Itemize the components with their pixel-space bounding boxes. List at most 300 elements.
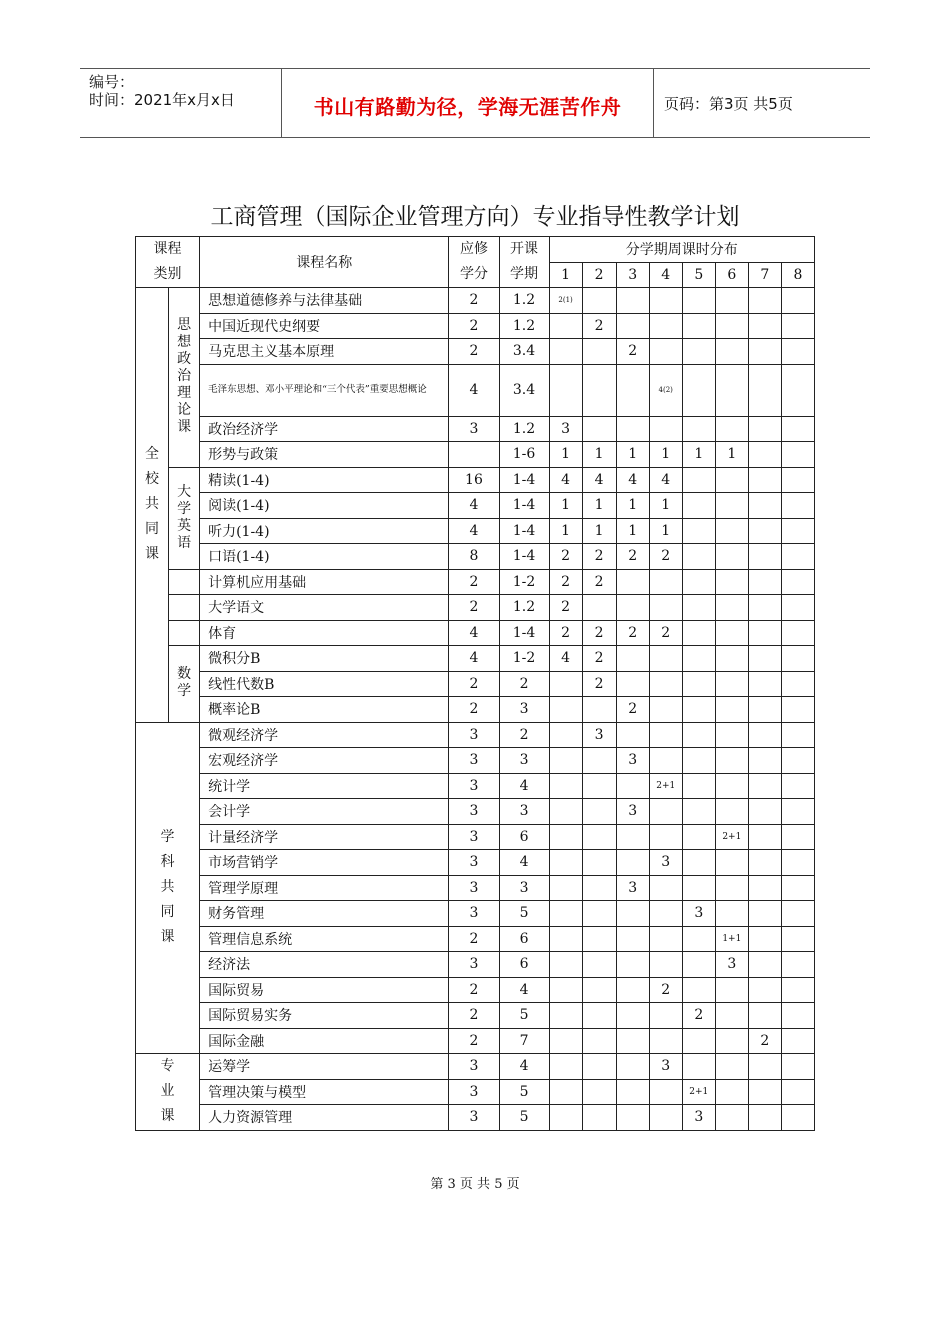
course-start-term: 1.2 — [499, 288, 549, 314]
group-blank — [169, 569, 200, 595]
hours-term-4: 1 — [649, 442, 682, 468]
course-credit: 2 — [449, 1003, 499, 1029]
hours-term-7 — [748, 901, 781, 927]
hours-term-4 — [649, 799, 682, 825]
course-row — [136, 722, 815, 748]
hours-term-6 — [715, 620, 748, 646]
hours-term-2: 2 — [582, 646, 616, 672]
hours-term-2 — [582, 1079, 616, 1105]
course-start-term: 3 — [499, 799, 549, 825]
hours-term-2: 2 — [582, 620, 616, 646]
group-school-common: 全校共同课 — [136, 288, 169, 723]
hours-term-8 — [781, 722, 814, 748]
hours-term-5 — [682, 1028, 715, 1054]
hours-term-3: 3 — [616, 799, 649, 825]
hours-term-1 — [549, 926, 582, 952]
hours-term-7 — [748, 977, 781, 1003]
hours-term-3 — [616, 1028, 649, 1054]
hours-term-5 — [682, 544, 715, 570]
hours-term-5: 3 — [682, 1105, 715, 1131]
hours-term-7 — [748, 952, 781, 978]
course-start-term: 1-2 — [499, 569, 549, 595]
motto-text: 书山有路勤为径，学海无涯苦作舟 — [313, 95, 622, 119]
hours-term-1 — [549, 773, 582, 799]
hours-term-8 — [781, 1028, 814, 1054]
hours-term-6 — [715, 671, 748, 697]
hours-term-6: 2+1 — [715, 824, 748, 850]
hours-term-4 — [649, 569, 682, 595]
course-credit: 3 — [449, 1079, 499, 1105]
hours-term-5 — [682, 595, 715, 621]
hours-term-8 — [781, 850, 814, 876]
group-discipline-common: 学科共同课 — [136, 722, 200, 1054]
course-credit: 4 — [449, 493, 499, 519]
course-credit: 2 — [449, 671, 499, 697]
course-name: 市场营销学 — [200, 850, 449, 876]
hours-term-8 — [781, 416, 814, 442]
course-start-term: 3.4 — [499, 364, 549, 416]
course-credit: 2 — [449, 595, 499, 621]
course-row — [136, 1079, 815, 1105]
hours-term-8 — [781, 339, 814, 365]
hours-term-4 — [649, 926, 682, 952]
course-credit: 3 — [449, 773, 499, 799]
hours-term-8 — [781, 697, 814, 723]
hours-term-3 — [616, 1054, 649, 1080]
hours-term-3 — [616, 1079, 649, 1105]
hours-term-1 — [549, 824, 582, 850]
course-name: 会计学 — [200, 799, 449, 825]
hours-term-4 — [649, 748, 682, 774]
hours-term-5 — [682, 364, 715, 416]
hours-term-4: 2+1 — [649, 773, 682, 799]
hours-term-1 — [549, 313, 582, 339]
hours-term-5 — [682, 952, 715, 978]
course-start-term: 3 — [499, 697, 549, 723]
hours-term-8 — [781, 1003, 814, 1029]
hours-term-7 — [748, 926, 781, 952]
hours-term-7 — [748, 824, 781, 850]
hours-term-5 — [682, 926, 715, 952]
hours-term-6 — [715, 875, 748, 901]
hours-term-1 — [549, 1003, 582, 1029]
course-name: 微观经济学 — [200, 722, 449, 748]
hours-term-3 — [616, 313, 649, 339]
course-credit: 2 — [449, 1028, 499, 1054]
course-start-term: 6 — [499, 926, 549, 952]
hours-term-2 — [582, 416, 616, 442]
course-row — [136, 544, 815, 570]
hours-term-3: 2 — [616, 697, 649, 723]
hours-term-3 — [616, 722, 649, 748]
hours-term-6 — [715, 722, 748, 748]
hours-term-1 — [549, 748, 582, 774]
course-credit: 2 — [449, 288, 499, 314]
hours-term-3: 2 — [616, 544, 649, 570]
hours-term-6 — [715, 493, 748, 519]
hours-term-2 — [582, 799, 616, 825]
hours-term-4 — [649, 697, 682, 723]
hours-term-5 — [682, 722, 715, 748]
hours-term-1: 1 — [549, 442, 582, 468]
hours-term-8 — [781, 569, 814, 595]
course-start-term: 3.4 — [499, 339, 549, 365]
hours-term-2 — [582, 1003, 616, 1029]
hours-term-2 — [582, 926, 616, 952]
hours-term-2 — [582, 1054, 616, 1080]
hours-term-6 — [715, 850, 748, 876]
course-name: 计算机应用基础 — [200, 569, 449, 595]
hours-term-6 — [715, 467, 748, 493]
hours-term-6 — [715, 339, 748, 365]
course-row — [136, 748, 815, 774]
hours-term-7 — [748, 288, 781, 314]
header-credits: 应修学分 — [449, 237, 499, 288]
hours-term-3: 4 — [616, 467, 649, 493]
course-credit: 2 — [449, 339, 499, 365]
course-name: 中国近现代史纲要 — [200, 313, 449, 339]
header-distribution: 分学期周课时分布 — [549, 237, 814, 263]
hours-term-5: 1 — [682, 442, 715, 468]
course-name: 精读(1-4) — [200, 467, 449, 493]
course-row — [136, 467, 815, 493]
course-name: 微积分B — [200, 646, 449, 672]
page-footer: 第 3 页 共 5 页 — [430, 1177, 520, 1192]
hours-term-1: 2 — [549, 595, 582, 621]
course-start-term: 3 — [499, 748, 549, 774]
course-start-term: 4 — [499, 773, 549, 799]
course-name: 宏观经济学 — [200, 748, 449, 774]
hours-term-6 — [715, 697, 748, 723]
course-name: 财务管理 — [200, 901, 449, 927]
hours-term-5 — [682, 875, 715, 901]
hours-term-6: 3 — [715, 952, 748, 978]
hours-term-5 — [682, 748, 715, 774]
course-start-term: 5 — [499, 901, 549, 927]
hours-term-5 — [682, 288, 715, 314]
hours-term-3 — [616, 569, 649, 595]
hours-term-4 — [649, 339, 682, 365]
course-row — [136, 850, 815, 876]
teaching-plan-table — [135, 236, 815, 1131]
hours-term-1 — [549, 901, 582, 927]
hours-term-3: 2 — [616, 620, 649, 646]
hours-term-7 — [748, 722, 781, 748]
course-name: 大学语文 — [200, 595, 449, 621]
hours-term-5 — [682, 850, 715, 876]
course-name: 马克思主义基本原理 — [200, 339, 449, 365]
hours-term-1 — [549, 799, 582, 825]
course-name: 国际贸易实务 — [200, 1003, 449, 1029]
header-motto-cell — [282, 69, 654, 137]
hours-term-7: 2 — [748, 1028, 781, 1054]
course-start-term: 1-2 — [499, 646, 549, 672]
hours-term-7 — [748, 875, 781, 901]
hours-term-2 — [582, 850, 616, 876]
hours-term-4 — [649, 722, 682, 748]
hours-term-1 — [549, 722, 582, 748]
hours-term-6 — [715, 773, 748, 799]
hours-term-7 — [748, 1054, 781, 1080]
course-name: 管理决策与模型 — [200, 1079, 449, 1105]
course-row — [136, 824, 815, 850]
course-credit: 3 — [449, 824, 499, 850]
course-credit: 3 — [449, 901, 499, 927]
time-label: 时间：2021年x月x日 — [89, 91, 235, 109]
hours-term-5 — [682, 773, 715, 799]
course-row — [136, 1105, 815, 1131]
hours-term-1: 4 — [549, 467, 582, 493]
hours-term-1 — [549, 850, 582, 876]
hours-term-5 — [682, 518, 715, 544]
hours-term-5 — [682, 1054, 715, 1080]
course-credit: 3 — [449, 952, 499, 978]
hours-term-4 — [649, 313, 682, 339]
course-start-term: 6 — [499, 824, 549, 850]
course-name: 经济法 — [200, 952, 449, 978]
hours-term-1: 1 — [549, 493, 582, 519]
course-name: 形势与政策 — [200, 442, 449, 468]
course-row — [136, 773, 815, 799]
hours-term-7 — [748, 595, 781, 621]
hours-term-6: 1+1 — [715, 926, 748, 952]
hours-term-8 — [781, 952, 814, 978]
hours-term-8 — [781, 493, 814, 519]
course-start-term: 6 — [499, 952, 549, 978]
hours-term-4: 3 — [649, 1054, 682, 1080]
hours-term-1 — [549, 671, 582, 697]
course-credit: 2 — [449, 569, 499, 595]
hours-term-8 — [781, 875, 814, 901]
hours-term-2 — [582, 595, 616, 621]
course-row — [136, 926, 815, 952]
header-meta-cell — [80, 69, 282, 137]
hours-term-5 — [682, 416, 715, 442]
hours-term-2: 4 — [582, 467, 616, 493]
hours-term-1 — [549, 977, 582, 1003]
hours-term-8 — [781, 773, 814, 799]
course-start-term: 4 — [499, 1054, 549, 1080]
course-credit — [449, 442, 499, 468]
course-name: 统计学 — [200, 773, 449, 799]
course-start-term: 1-6 — [499, 442, 549, 468]
course-row — [136, 671, 815, 697]
hours-term-4 — [649, 1079, 682, 1105]
hours-term-2: 2 — [582, 544, 616, 570]
header-term-8: 8 — [781, 262, 814, 288]
course-row — [136, 1003, 815, 1029]
header-term-3: 3 — [616, 262, 649, 288]
hours-term-8 — [781, 926, 814, 952]
course-row — [136, 339, 815, 365]
course-credit: 16 — [449, 467, 499, 493]
hours-term-8 — [781, 467, 814, 493]
header-term-7: 7 — [748, 262, 781, 288]
hours-term-5 — [682, 467, 715, 493]
course-row — [136, 1028, 815, 1054]
course-credit: 3 — [449, 722, 499, 748]
hours-term-2 — [582, 364, 616, 416]
hours-term-3: 3 — [616, 875, 649, 901]
course-name: 口语(1-4) — [200, 544, 449, 570]
hours-term-2: 2 — [582, 313, 616, 339]
hours-term-4: 2 — [649, 620, 682, 646]
course-start-term: 4 — [499, 977, 549, 1003]
course-name: 概率论B — [200, 697, 449, 723]
course-row — [136, 977, 815, 1003]
hours-term-3 — [616, 901, 649, 927]
course-row — [136, 1054, 815, 1080]
hours-term-6 — [715, 518, 748, 544]
hours-term-5 — [682, 313, 715, 339]
header-start-term: 开课学期 — [499, 237, 549, 288]
hours-term-3 — [616, 595, 649, 621]
course-row — [136, 595, 815, 621]
course-start-term: 1-4 — [499, 467, 549, 493]
hours-term-3 — [616, 416, 649, 442]
hours-term-7 — [748, 467, 781, 493]
hours-term-2: 1 — [582, 493, 616, 519]
header-page-cell — [654, 69, 870, 137]
course-name: 国际金融 — [200, 1028, 449, 1054]
hours-term-1: 2 — [549, 569, 582, 595]
hours-term-4: 4(2) — [649, 364, 682, 416]
page-header — [80, 68, 870, 138]
hours-term-3 — [616, 646, 649, 672]
course-row — [136, 442, 815, 468]
hours-term-1: 1 — [549, 518, 582, 544]
hours-term-7 — [748, 1003, 781, 1029]
hours-term-3: 1 — [616, 442, 649, 468]
course-start-term: 7 — [499, 1028, 549, 1054]
hours-term-5 — [682, 697, 715, 723]
hours-term-4 — [649, 952, 682, 978]
hours-term-1 — [549, 364, 582, 416]
hours-term-4 — [649, 1003, 682, 1029]
hours-term-5 — [682, 671, 715, 697]
hours-term-4 — [649, 671, 682, 697]
course-row — [136, 569, 815, 595]
hours-term-3 — [616, 364, 649, 416]
hours-term-2 — [582, 748, 616, 774]
hours-term-2: 1 — [582, 442, 616, 468]
course-credit: 3 — [449, 416, 499, 442]
course-name: 政治经济学 — [200, 416, 449, 442]
hours-term-4: 1 — [649, 493, 682, 519]
hours-term-1 — [549, 697, 582, 723]
hours-term-8 — [781, 288, 814, 314]
course-row — [136, 288, 815, 314]
hours-term-2 — [582, 697, 616, 723]
course-row — [136, 493, 815, 519]
course-row — [136, 901, 815, 927]
hours-term-1 — [549, 1028, 582, 1054]
hours-term-4 — [649, 646, 682, 672]
hours-term-7 — [748, 646, 781, 672]
hours-term-4: 4 — [649, 467, 682, 493]
hours-term-1 — [549, 1079, 582, 1105]
hours-term-6 — [715, 1079, 748, 1105]
hours-term-1: 3 — [549, 416, 582, 442]
course-credit: 3 — [449, 1054, 499, 1080]
course-row — [136, 313, 815, 339]
header-term-2: 2 — [582, 262, 616, 288]
course-start-term: 1-4 — [499, 493, 549, 519]
course-row — [136, 875, 815, 901]
hours-term-7 — [748, 518, 781, 544]
hours-term-6 — [715, 748, 748, 774]
document-title: 工商管理（国际企业管理方向）专业指导性教学计划 — [210, 204, 740, 230]
course-row — [136, 416, 815, 442]
hours-term-5 — [682, 799, 715, 825]
hours-term-8 — [781, 518, 814, 544]
hours-term-6 — [715, 1028, 748, 1054]
hours-term-4 — [649, 288, 682, 314]
course-name: 线性代数B — [200, 671, 449, 697]
course-credit: 2 — [449, 926, 499, 952]
hours-term-5 — [682, 620, 715, 646]
hours-term-6: 1 — [715, 442, 748, 468]
hours-term-2 — [582, 1028, 616, 1054]
hours-term-4: 2 — [649, 977, 682, 1003]
hours-term-8 — [781, 364, 814, 416]
hours-term-4: 3 — [649, 850, 682, 876]
course-row — [136, 799, 815, 825]
course-credit: 3 — [449, 799, 499, 825]
hours-term-5: 3 — [682, 901, 715, 927]
header-term-1: 1 — [549, 262, 582, 288]
hours-term-7 — [748, 671, 781, 697]
course-start-term: 4 — [499, 850, 549, 876]
course-row — [136, 697, 815, 723]
hours-term-2 — [582, 952, 616, 978]
hours-term-8 — [781, 671, 814, 697]
hours-term-2 — [582, 288, 616, 314]
hours-term-3 — [616, 288, 649, 314]
number-label: 编号： — [89, 73, 135, 91]
header-category: 课程类别 — [136, 237, 200, 288]
hours-term-4 — [649, 875, 682, 901]
hours-term-6 — [715, 288, 748, 314]
course-credit: 4 — [449, 620, 499, 646]
hours-term-6 — [715, 1105, 748, 1131]
hours-term-7 — [748, 416, 781, 442]
course-name: 毛泽东思想、邓小平理论和“三个代表”重要思想概论 — [200, 364, 449, 416]
hours-term-7 — [748, 799, 781, 825]
course-name: 体育 — [200, 620, 449, 646]
hours-term-8 — [781, 1054, 814, 1080]
course-credit: 3 — [449, 850, 499, 876]
group-blank — [169, 620, 200, 646]
hours-term-8 — [781, 901, 814, 927]
hours-term-2 — [582, 875, 616, 901]
hours-term-6 — [715, 646, 748, 672]
hours-term-6 — [715, 569, 748, 595]
hours-term-5 — [682, 493, 715, 519]
course-credit: 4 — [449, 646, 499, 672]
hours-term-1: 2 — [549, 544, 582, 570]
hours-term-8 — [781, 1105, 814, 1131]
hours-term-3: 1 — [616, 518, 649, 544]
hours-term-2 — [582, 824, 616, 850]
header-term-4: 4 — [649, 262, 682, 288]
course-name: 国际贸易 — [200, 977, 449, 1003]
course-start-term: 5 — [499, 1079, 549, 1105]
course-name: 人力资源管理 — [200, 1105, 449, 1131]
hours-term-6 — [715, 799, 748, 825]
hours-term-5 — [682, 569, 715, 595]
course-name: 计量经济学 — [200, 824, 449, 850]
